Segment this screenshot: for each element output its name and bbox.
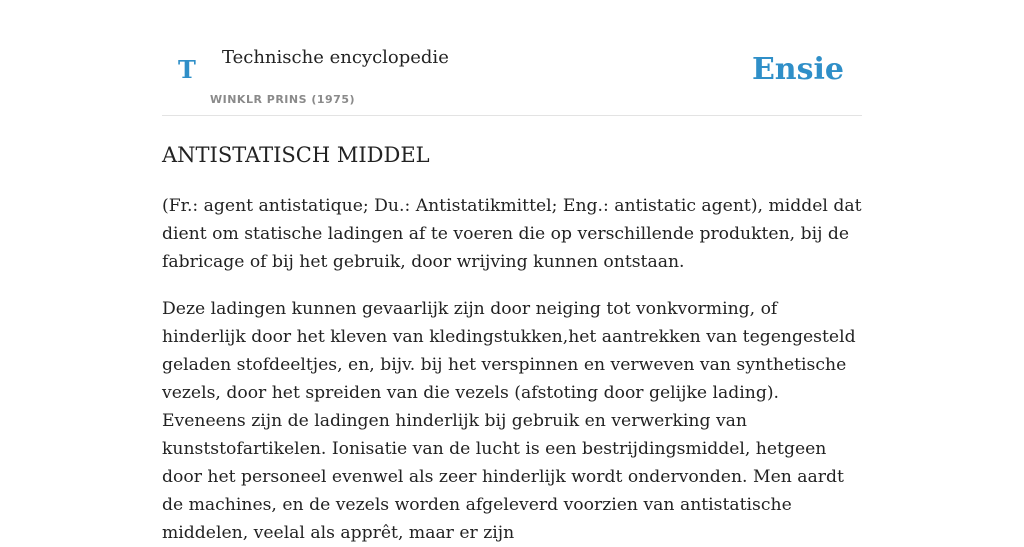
article-paragraph: Deze ladingen kunnen gevaarlijk zijn door neiging tot vonkvorming, of hinderlijk door het kleven van kledingstukken,het aantrekken van tegengesteld geladen stofdeeltjes, en, bijv. bij het verspinnen en verweven van synthetische vezels, door het spreiden van die vezels (afstoting door gelijke lading). Eveneens zijn de ladingen hinderlijk bij gebruik en verwerking van kunststofartikelen. Ionisatie van de lucht is een bestrijdingsmiddel, hetgeen door het personeel evenwel als zeer hinderlijk wordt ondervonden. Men aardt de machines, en de vezels worden afgeleverd voorzien van antistatische middelen, veelal als apprêt, maar er zijn: [162, 299, 856, 543]
article-paragraph: (Fr.: agent antistatique; Du.: Antistatikmittel; Eng.: antistatic agent), middel dat dient om statische ladingen af te voeren die op verschillende produkten, bij de fabricage of bij het gebruik, door wrijving kunnen ontstaan.: [162, 196, 862, 272]
book-logo[interactable]: T: [178, 55, 196, 84]
article-title: ANTISTATISCH MIDDEL: [162, 143, 430, 167]
brand-logo[interactable]: Ensie: [751, 52, 844, 87]
book-subtitle: WINKLR PRINS (1975): [210, 93, 356, 106]
header: [162, 36, 862, 116]
article: [162, 140, 862, 547]
book-title-link[interactable]: Technische encyclopedie: [222, 47, 449, 68]
